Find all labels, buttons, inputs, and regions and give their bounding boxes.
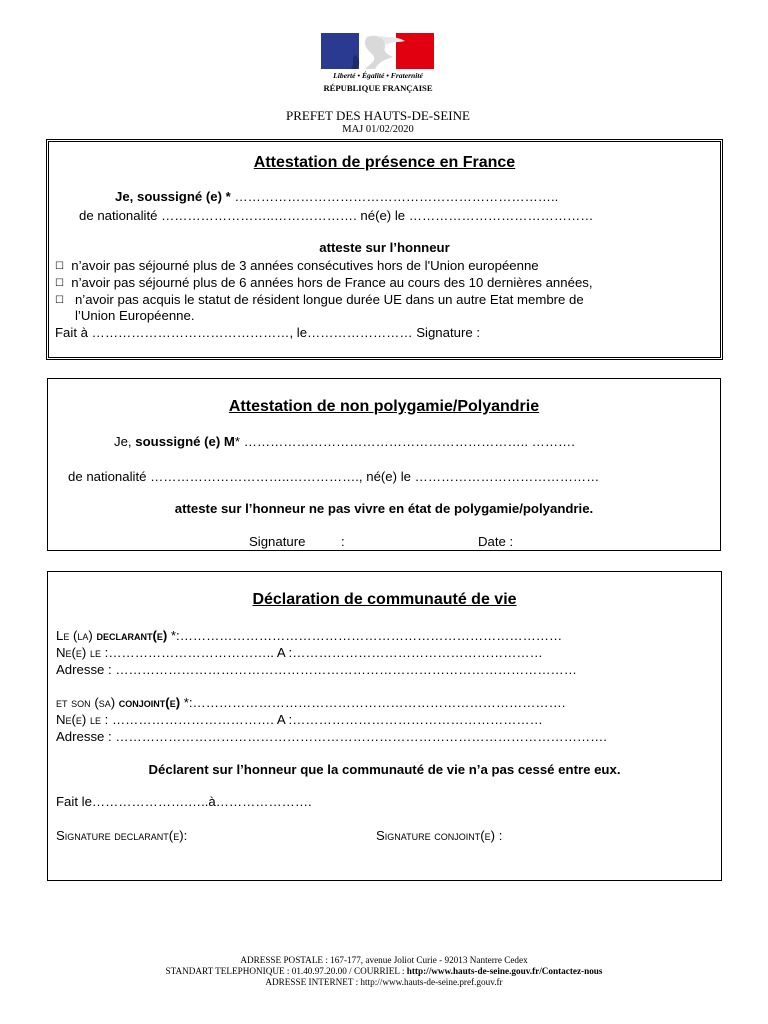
contact-link[interactable]: http://www.hauts-de-seine.gouv.fr/Contactez-nous (406, 966, 603, 976)
fait-le-line[interactable]: Fait le………………….…..à…………………. (56, 794, 312, 809)
soussigne-label: Je, soussigné (e) * (115, 189, 231, 204)
marianne-flag-icon (321, 33, 434, 69)
footer-postal-address: ADRESSE POSTALE : 167-177, avenue Joliot Curie - 92013 Nanterre Cedex (240, 955, 528, 965)
declarant-label: declarant(e) (96, 628, 168, 643)
signature-label: Signature (249, 534, 306, 549)
communaute-declaration-box (47, 571, 722, 881)
conjoint-label: conjoint(e) (118, 695, 181, 710)
declarent-statement: Déclarent sur l’honneur que la communauté de vie n’a pas cessé entre eux. (148, 762, 621, 777)
footer-standard: STANDART TELEPHONIQUE : 01.40.97.20.00 / COURRIEL : http://www.hauts-de-seine.gouv.fr/Contactez-nous (165, 966, 603, 976)
atteste-heading: atteste sur l’honneur (319, 240, 450, 255)
presence-attestation-box (46, 139, 723, 360)
presence-title: Attestation de présence en France (253, 154, 516, 171)
update-date: MAJ 01/02/2020 (342, 124, 414, 135)
checkbox-icon[interactable]: ☐ (55, 278, 64, 289)
signature-colon: : (341, 534, 345, 549)
nationalite-line[interactable]: de nationalité …………………………..……………., né(e) le …………………………………… (68, 469, 600, 484)
option-item-1[interactable]: ☐ n’avoir pas séjourné plus de 3 années consécutives hors de l'Union européenne (55, 258, 539, 273)
option-item-3-continued: l’Union Européenne. (75, 308, 195, 323)
soussigne-dots[interactable]: ……………………………………………………………….. (230, 189, 559, 204)
declarant-line[interactable]: Le (la) declarant(e) *:…………………………………………………………………………… (56, 628, 563, 643)
declarant-birth-line[interactable]: Ne(e) le :……………………………….. A :………………………………………………… (56, 645, 543, 660)
conjoint-birth-line[interactable]: Ne(e) le : ………………………………. A :………………………………………………… (56, 712, 543, 727)
conjoint-address-line[interactable]: Adresse : …………………………………………………………………………………………………. (56, 729, 607, 744)
nationalite-line[interactable]: de nationalité ……………………..………………. né(e) le …………………………………… (79, 208, 594, 223)
signature-conjoint-label: Signature conjoint(e) : (376, 828, 503, 843)
footer-internet-address[interactable]: ADRESSE INTERNET : http://www.hauts-de-seine.pref.gouv.fr (265, 977, 503, 987)
polygamie-title: Attestation de non polygamie/Polyandrie (228, 398, 540, 415)
soussigne-label: soussigné (e) M (135, 434, 235, 449)
republique-francaise-label: RÉPUBLIQUE FRANÇAISE (323, 83, 433, 93)
republique-francaise-logo (321, 33, 435, 101)
checkbox-icon[interactable]: ☐ (55, 261, 64, 272)
conjoint-line[interactable]: et son (sa) conjoint(e) *:…………………………………………………………………………. (56, 695, 566, 710)
signature-declarant-label: Signature declarant(e): (56, 828, 188, 843)
option-item-3[interactable]: ☐ n’avoir pas acquis le statut de résident longue durée UE dans un autre Etat membre de (55, 292, 584, 307)
fait-a-line[interactable]: Fait à ………………………………………, le…………………… Signature : (55, 325, 480, 340)
communaute-title: Déclaration de communauté de vie (252, 591, 517, 608)
polygamie-attestation-box (47, 378, 721, 551)
date-label: Date : (478, 534, 514, 549)
checkbox-icon[interactable]: ☐ (55, 295, 64, 306)
declarant-address-line[interactable]: Adresse : …………………………………………………………………………………………… (56, 662, 577, 677)
prefecture-title: PREFET DES HAUTS-DE-SEINE (286, 108, 470, 123)
motto: Liberté • Égalité • Fraternité (333, 71, 423, 80)
soussigne-line[interactable]: Je, soussigné (e) M* ……………………………………………………….. ………. (114, 434, 575, 449)
atteste-statement: atteste sur l’honneur ne pas vivre en état de polygamie/polyandrie. (174, 501, 594, 516)
soussigne-line (115, 189, 558, 204)
option-item-2[interactable]: ☐ n’avoir pas séjourné plus de 6 années hors de France au cours des 10 dernières années, (55, 275, 593, 290)
